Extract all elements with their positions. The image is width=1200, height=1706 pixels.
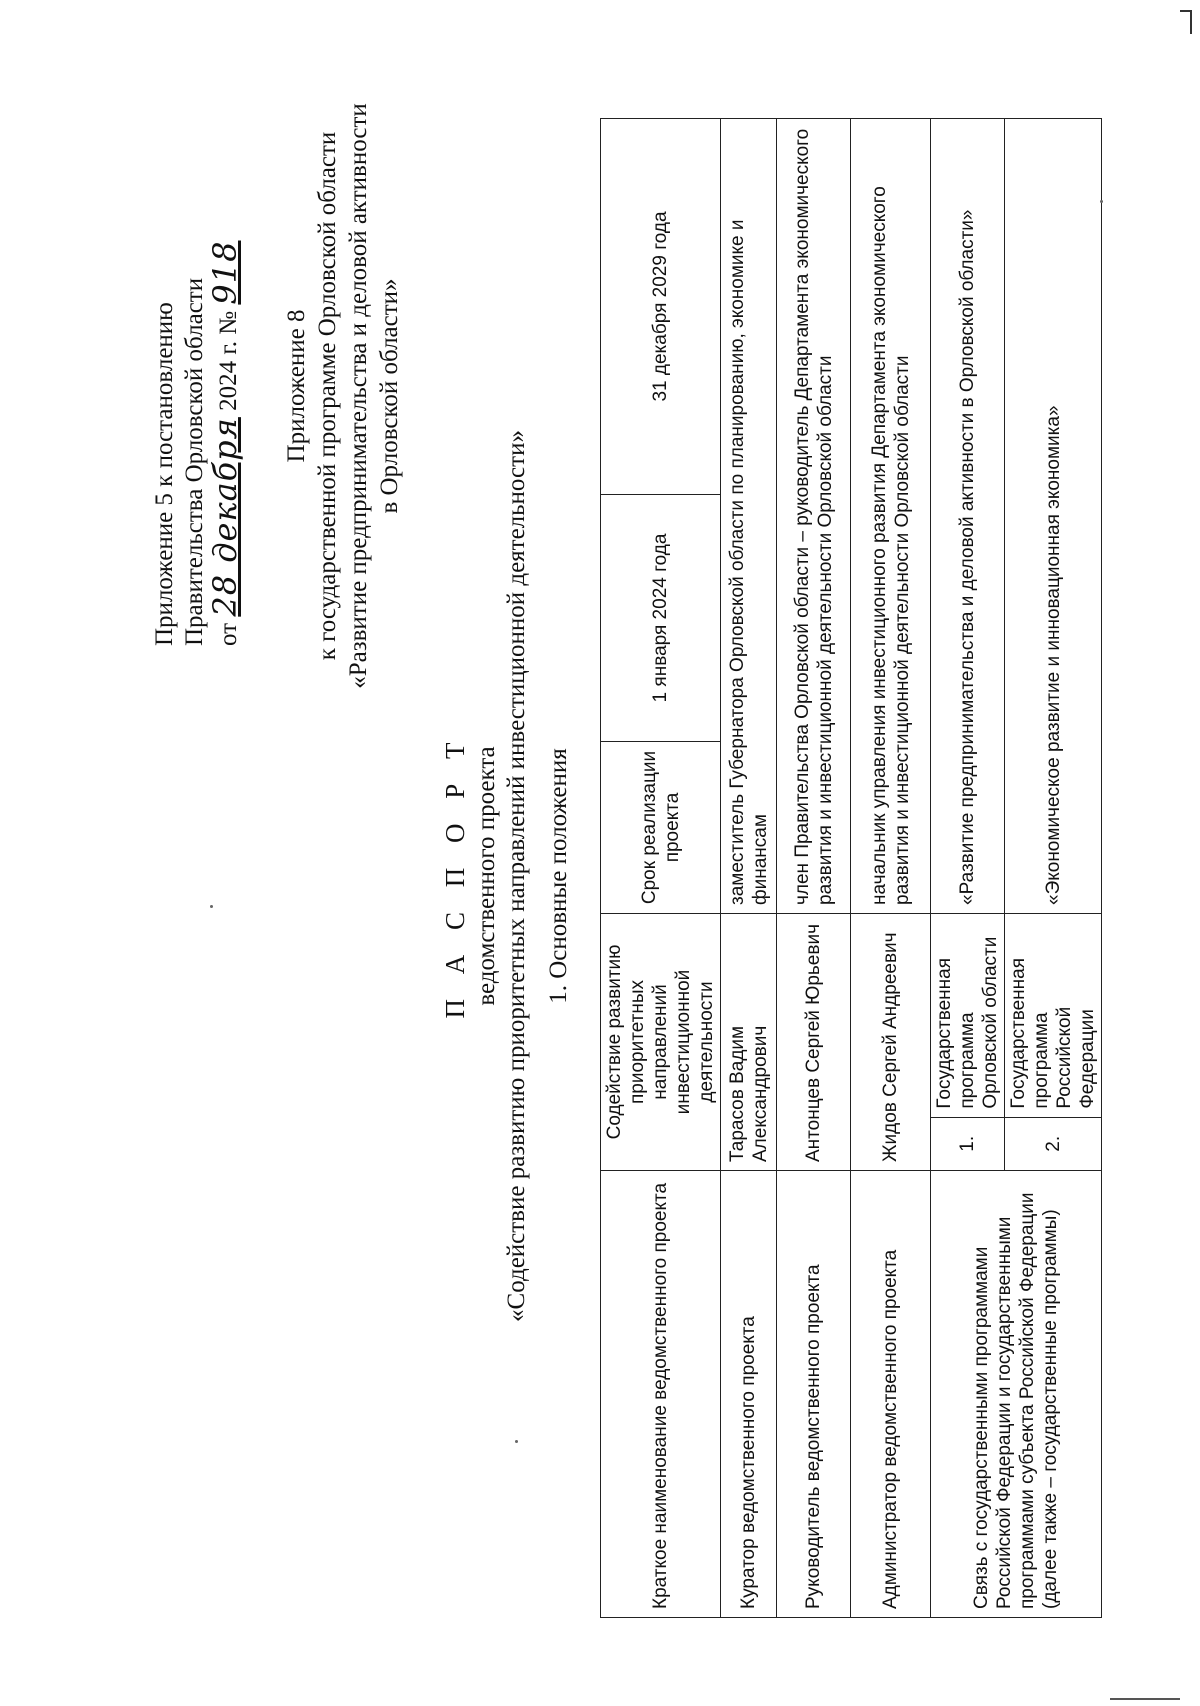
decree-line-3 xyxy=(206,86,244,646)
scan-speck xyxy=(1100,200,1103,203)
handwritten-date: 28 декабря xyxy=(206,417,244,617)
program-reference xyxy=(312,86,405,706)
passport-heading: П А С П О Р Т xyxy=(440,733,470,1019)
start-date: 1 января 2024 года xyxy=(601,495,721,742)
handwritten-decree-number: 918 xyxy=(206,240,244,305)
program-line-2: «Развитие предпринимательства и деловой активности xyxy=(345,103,372,689)
decree-date-prefix: от xyxy=(215,622,242,646)
head-position: член Правительства Орловской области – руководитель Департамента экономического развития и инвестиционной деятельности Орловской области xyxy=(777,119,851,914)
head-name: Антонцев Сергей Юрьевич xyxy=(777,914,851,1171)
admin-position: начальник управления инвестиционного развития Департамента экономического развития и инвестиционной деятельности Орловской области xyxy=(851,119,931,914)
project-passport-table xyxy=(600,118,1102,1618)
scan-edge-mark xyxy=(1110,1698,1180,1700)
short-name: Содействие развитию приоритетных направлений инвестиционной деятельности xyxy=(601,914,721,1171)
decree-line-2: Правительства Орловской области xyxy=(181,277,208,646)
scan-corner-mark xyxy=(1180,10,1192,34)
decree-line-1: Приложение 5 к постановлению xyxy=(151,302,178,646)
project-name: «Содействие развитию приоритетных направлений инвестиционной деятельности» xyxy=(503,430,530,1322)
link-number: 1. xyxy=(931,1117,1005,1170)
decree-year-number: 2024 г. № xyxy=(215,310,242,411)
row-label: Администратор ведомственного проекта xyxy=(851,1171,931,1618)
scan-speck xyxy=(210,905,213,908)
table-row xyxy=(931,119,1005,1618)
end-date: 31 декабря 2029 года xyxy=(601,119,721,495)
decree-header xyxy=(150,86,244,646)
link-program-name: «Развитие предпринимательства и деловой активности в Орловской области» xyxy=(931,119,1005,914)
table-row xyxy=(777,119,851,1618)
document-title xyxy=(440,226,574,1526)
admin-name: Жидов Сергей Андреевич xyxy=(851,914,931,1171)
appendix-label: Приложение 8 xyxy=(283,309,310,463)
table-row xyxy=(721,119,777,1618)
row-label: Связь с государственными программами Российской Федерации и государственными программами субъекта Российской Федерации (далее также – государственные программы) xyxy=(931,1171,1102,1618)
passport-subtitle: ведомственного проекта xyxy=(473,746,500,1006)
program-line-1: к государственной программе Орловской области xyxy=(314,131,341,661)
row-label: Краткое наименование ведомственного проекта xyxy=(601,1171,721,1618)
table-row xyxy=(851,119,931,1618)
link-program-type: Государственная программа Орловской области xyxy=(931,914,1005,1118)
row-label: Руководитель ведомственного проекта xyxy=(777,1171,851,1618)
row-label: Куратор ведомственного проекта xyxy=(721,1171,777,1618)
curator-name: Тарасов Вадим Александрович xyxy=(721,914,777,1171)
program-line-3: в Орловской области» xyxy=(376,278,403,514)
link-program-name: «Экономическое развитие и инновационная экономика» xyxy=(1005,119,1102,914)
table-row xyxy=(601,119,721,1618)
scan-speck xyxy=(515,1440,518,1443)
curator-position: заместитель Губернатора Орловской области по планированию, экономике и финансам xyxy=(721,119,777,914)
link-number: 2. xyxy=(1005,1117,1102,1170)
term-label: Срок реализации проекта xyxy=(601,742,721,914)
section-heading: 1. Основные положения xyxy=(545,748,572,1004)
link-program-type: Государственная программа Российской Федерации xyxy=(1005,914,1102,1118)
